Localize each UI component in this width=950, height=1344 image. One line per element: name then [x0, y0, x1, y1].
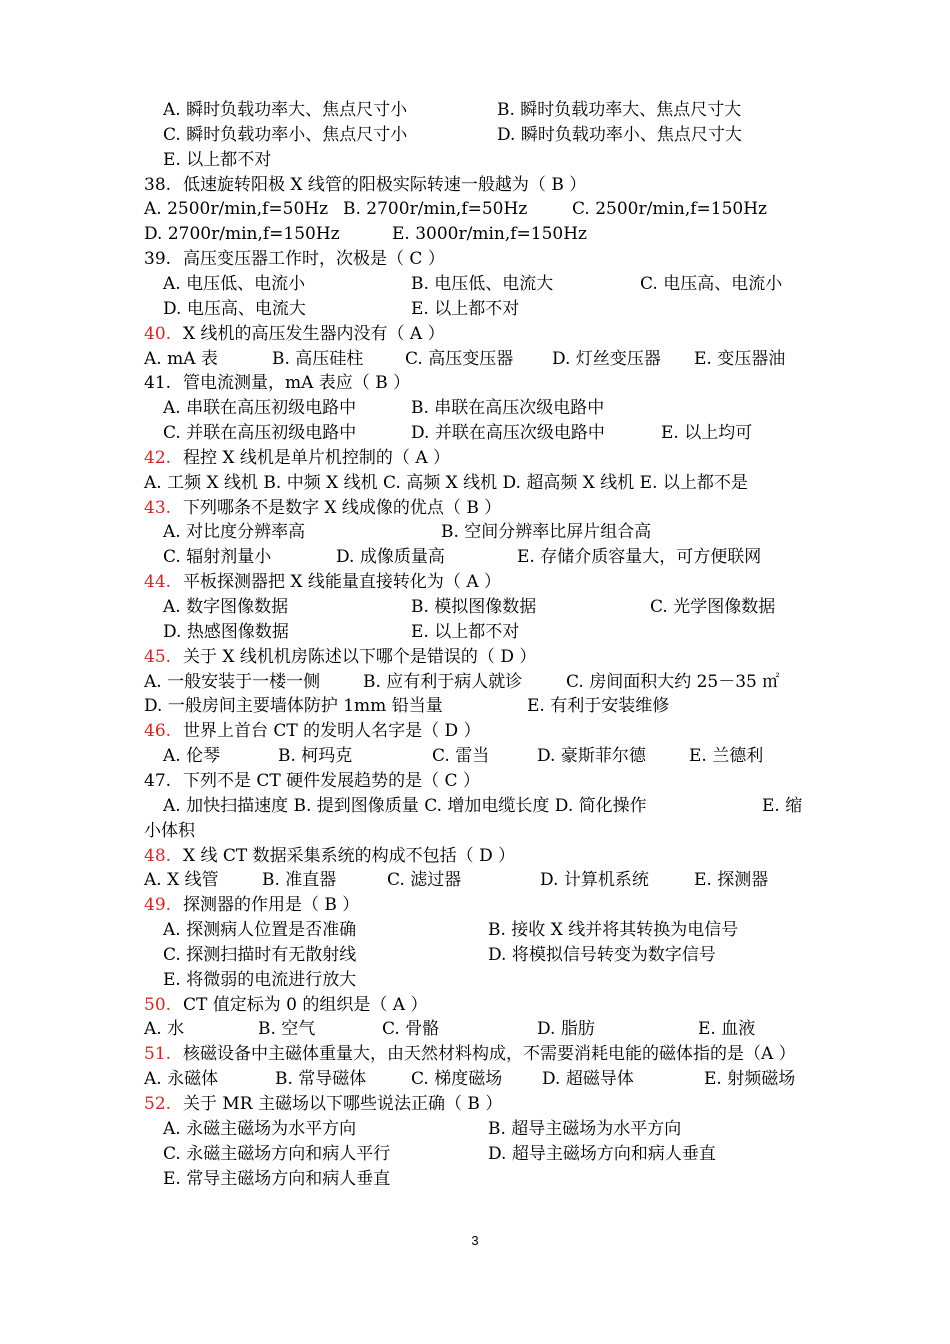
- question-number: 38.: [144, 174, 172, 195]
- answer-option: E. 射频磁场: [704, 1069, 796, 1090]
- question-line: [0, 719, 950, 744]
- answer-option: C. 房间面积大约 25－35 ㎡: [566, 671, 780, 692]
- question-text: 低速旋转阳极 X 线管的阳极实际转速一般越为（ B ）: [183, 174, 587, 195]
- option-line: [0, 545, 950, 570]
- question-line: [0, 1092, 950, 1117]
- answer-option: D. 瞬时负载功率小、焦点尺寸大: [497, 124, 742, 145]
- question-text: 高压变压器工作时，次极是（ C ）: [183, 249, 445, 270]
- option-line: [0, 868, 950, 893]
- answer-option: E. 以上都不对: [411, 298, 520, 319]
- option-line: [0, 347, 950, 372]
- question-line: [0, 645, 950, 670]
- answer-option: A. X 线管: [144, 870, 219, 891]
- answer-option: E. 有利于安装维修: [527, 696, 670, 717]
- answer-option: B. 应有利于病人就诊: [363, 671, 523, 692]
- answer-option: B. 空气: [258, 1019, 316, 1040]
- answer-option: A. 探测病人位置是否准确: [163, 920, 357, 941]
- answer-option: A. 串联在高压初级电路中: [163, 398, 357, 419]
- question-line: [0, 173, 950, 198]
- answer-option: C. 高压变压器: [405, 348, 514, 369]
- question-line: [0, 1042, 950, 1067]
- question-line: [0, 844, 950, 869]
- option-line: [0, 471, 950, 496]
- answer-option: B. 常导磁体: [275, 1069, 367, 1090]
- question-line: [0, 496, 950, 521]
- answer-option: E. 将微弱的电流进行放大: [163, 969, 357, 990]
- option-line: [0, 396, 950, 421]
- question-number: 43.: [144, 497, 172, 518]
- answer-option: C. 电压高、电流小: [640, 273, 783, 294]
- answer-option: B. 瞬时负载功率大、焦点尺寸大: [497, 100, 742, 120]
- answer-option: E. 缩: [762, 795, 803, 816]
- question-line: [0, 893, 950, 918]
- question-number: 50.: [144, 994, 172, 1015]
- option-line: [0, 819, 950, 844]
- option-line: [0, 520, 950, 545]
- answer-option: D. 2700r/min,f=150Hz: [144, 224, 340, 245]
- option-line: [0, 222, 950, 247]
- question-text: 下列哪条不是数字 X 线成像的优点（ B ）: [183, 497, 502, 518]
- answer-option: C. 光学图像数据: [650, 597, 776, 617]
- question-line: [0, 993, 950, 1018]
- question-text: 核磁设备中主磁体重量大，由天然材料构成，不需要消耗电能的磁体指的是（A ）: [183, 1044, 796, 1065]
- answer-option: C. 辐射剂量小: [163, 547, 272, 568]
- answer-option: C. 2500r/min,f=150Hz: [572, 199, 768, 220]
- answer-option: E. 兰德利: [689, 746, 764, 767]
- answer-option: B. 柯玛克: [278, 746, 353, 767]
- question-text: 关于 X 线机机房陈述以下哪个是错误的（ D ）: [183, 646, 537, 667]
- question-text: 关于 MR 主磁场以下哪些说法正确（ B ）: [183, 1094, 503, 1114]
- question-line: [0, 769, 950, 794]
- option-line: [0, 421, 950, 446]
- option-line: [0, 197, 950, 222]
- question-number: 46.: [144, 721, 172, 742]
- question-number: 44.: [144, 572, 172, 593]
- answer-option: B. 空间分辨率比屏片组合高: [441, 522, 652, 543]
- option-line: [0, 918, 950, 943]
- answer-option: E. 存储介质容量大，可方便联网: [517, 547, 762, 568]
- answer-option: B. 串联在高压次级电路中: [411, 398, 605, 419]
- option-line: [0, 148, 950, 173]
- question-text: 管电流测量，mA 表应（ B ）: [183, 373, 411, 394]
- option-line: [0, 670, 950, 695]
- answer-option: E. 以上都不对: [411, 621, 520, 642]
- question-text: 平板探测器把 X 线能量直接转化为（ A ）: [183, 572, 501, 593]
- option-line: [0, 1017, 950, 1042]
- question-text: 探测器的作用是（ B ）: [183, 895, 360, 916]
- answer-option: 小体积: [144, 820, 195, 841]
- answer-option: E. 探测器: [694, 870, 769, 891]
- question-text: 世界上首台 CT 的发明人名字是（ D ）: [183, 721, 481, 742]
- question-number: 45.: [144, 646, 172, 667]
- option-line: [0, 1117, 950, 1142]
- option-line: [0, 1067, 950, 1092]
- option-line: [0, 297, 950, 322]
- answer-option: C. 雷当: [432, 746, 490, 767]
- answer-option: A. 2500r/min,f=50Hz: [144, 199, 329, 220]
- question-number: 39.: [144, 249, 172, 270]
- answer-option: B. 模拟图像数据: [411, 597, 537, 617]
- answer-option: E. 3000r/min,f=150Hz: [392, 224, 588, 245]
- answer-option: C. 骨骼: [382, 1019, 440, 1040]
- answer-option: E. 以上均可: [661, 423, 753, 444]
- answer-option: D. 灯丝变压器: [552, 348, 661, 369]
- question-text: 下列不是 CT 硬件发展趋势的是（ C ）: [183, 770, 480, 791]
- question-number: 40.: [144, 323, 172, 344]
- answer-option: D. 超导主磁场方向和病人垂直: [488, 1143, 716, 1164]
- answer-option: B. 2700r/min,f=50Hz: [343, 199, 528, 220]
- question-line: [0, 371, 950, 396]
- answer-option: D. 计算机系统: [540, 870, 649, 891]
- answer-option: B. 高压硅柱: [272, 348, 364, 369]
- answer-option: C. 滤过器: [387, 870, 462, 891]
- answer-option: A. 电压低、电流小: [163, 273, 306, 294]
- answer-option: A. 对比度分辨率高: [163, 522, 306, 543]
- answer-option: A. 永磁体: [144, 1069, 219, 1090]
- answer-option: C. 梯度磁场: [411, 1069, 503, 1090]
- answer-option: A. mA 表: [144, 348, 218, 369]
- answer-option: A. 工频 X 线机 B. 中频 X 线机 C. 高频 X 线机 D. 超高频 X 线机 E. 以上都不是: [144, 472, 748, 493]
- question-text: CT 值定标为 0 的组织是（ A ）: [183, 994, 428, 1015]
- answer-option: B. 电压低、电流大: [411, 273, 554, 294]
- page-number: 3: [471, 1233, 479, 1248]
- answer-option: D. 脂肪: [537, 1019, 595, 1040]
- answer-option: E. 常导主磁场方向和病人垂直: [163, 1168, 391, 1189]
- question-text: X 线机的高压发生器内没有（ A ）: [183, 323, 445, 344]
- answer-option: D. 热感图像数据: [163, 621, 289, 642]
- answer-option: D. 超磁导体: [542, 1069, 634, 1090]
- question-number: 42.: [144, 447, 172, 468]
- question-line: [0, 247, 950, 272]
- option-line: [0, 694, 950, 719]
- answer-option: A. 瞬时负载功率大、焦点尺寸小: [163, 100, 408, 120]
- question-text: 程控 X 线机是单片机控制的（ A ）: [183, 447, 450, 468]
- answer-option: B. 接收 X 线并将其转换为电信号: [488, 920, 739, 941]
- question-number: 51.: [144, 1044, 172, 1065]
- question-line: [0, 446, 950, 471]
- option-line: [0, 595, 950, 620]
- option-line: [0, 1142, 950, 1167]
- answer-option: A. 永磁主磁场为水平方向: [163, 1118, 357, 1139]
- option-line: [0, 968, 950, 993]
- answer-option: E. 以上都不对: [163, 149, 272, 170]
- question-text: X 线 CT 数据采集系统的构成不包括（ D ）: [183, 845, 516, 866]
- answer-option: D. 并联在高压次级电路中: [411, 423, 605, 444]
- answer-option: A. 伦琴: [163, 746, 221, 767]
- answer-option: C. 并联在高压初级电路中: [163, 423, 357, 444]
- option-line: [0, 943, 950, 968]
- answer-option: A. 一般安装于一楼一侧: [144, 671, 321, 692]
- option-line: [0, 620, 950, 645]
- answer-option: B. 超导主磁场为水平方向: [488, 1118, 682, 1139]
- question-number: 48.: [144, 845, 172, 866]
- question-number: 49.: [144, 895, 172, 916]
- answer-option: D. 将模拟信号转变为数字信号: [488, 944, 716, 965]
- option-line: [0, 794, 950, 819]
- answer-option: C. 瞬时负载功率小、焦点尺寸小: [163, 124, 408, 145]
- answer-option: A. 水: [144, 1019, 185, 1040]
- option-line: [0, 1167, 950, 1192]
- option-line: [0, 272, 950, 297]
- option-line: [0, 98, 950, 123]
- answer-option: E. 血液: [698, 1019, 756, 1040]
- question-line: [0, 322, 950, 347]
- question-number: 41.: [144, 373, 172, 394]
- question-number: 47.: [144, 770, 172, 791]
- question-line: [0, 570, 950, 595]
- answer-option: A. 数字图像数据: [163, 597, 289, 617]
- answer-option: E. 变压器油: [694, 348, 786, 369]
- answer-option: D. 成像质量高: [336, 547, 445, 568]
- answer-option: C. 探测扫描时有无散射线: [163, 944, 357, 965]
- answer-option: D. 豪斯菲尔德: [537, 746, 646, 767]
- answer-option: B. 准直器: [262, 870, 337, 891]
- answer-option: A. 加快扫描速度 B. 提到图像质量 C. 增加电缆长度 D. 简化操作: [163, 795, 647, 816]
- answer-option: D. 电压高、电流大: [163, 298, 306, 319]
- answer-option: D. 一般房间主要墙体防护 1mm 铅当量: [144, 696, 443, 717]
- option-line: [0, 123, 950, 148]
- answer-option: C. 永磁主磁场方向和病人平行: [163, 1143, 391, 1164]
- option-line: [0, 744, 950, 769]
- question-number: 52.: [144, 1094, 172, 1114]
